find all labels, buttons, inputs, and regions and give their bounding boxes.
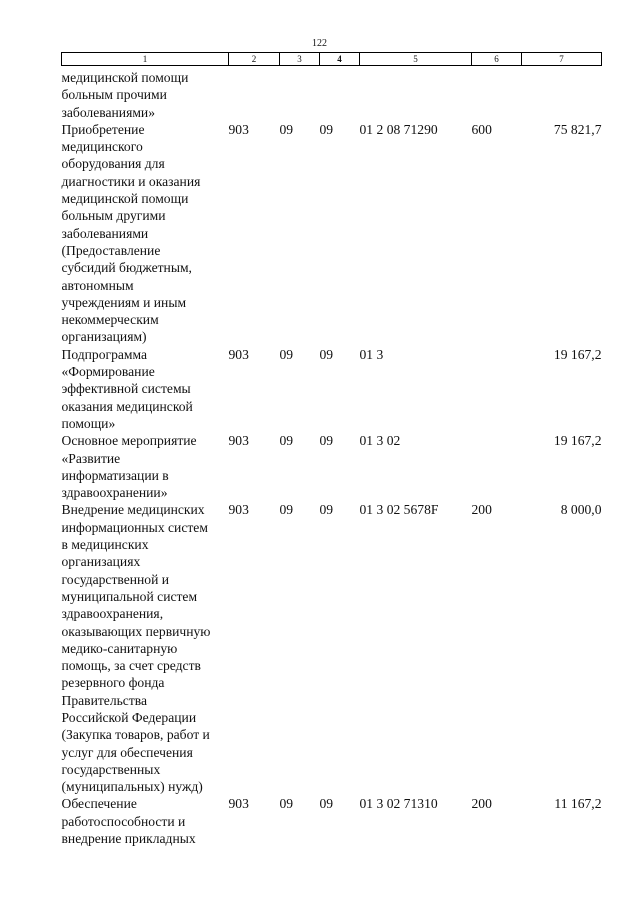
header-cell-7: 7 (522, 53, 602, 66)
table-row (62, 795, 602, 847)
table-header (62, 53, 602, 66)
row-expense-type: 600 (471, 121, 492, 137)
row-target-code: 01 3 02 5678F (359, 502, 439, 518)
row-amount: 11 167,2 (554, 796, 602, 812)
row-expense-type (472, 66, 522, 121)
row-section-code: 09 (279, 121, 294, 137)
row-target-code (360, 66, 472, 121)
row-amount: 19 167,2 (553, 346, 602, 362)
header-cell-1: 1 (62, 53, 229, 66)
table-row (62, 66, 602, 121)
row-expense-type: 200 (471, 796, 492, 812)
row-subsection-code: 09 (319, 796, 334, 812)
header-cell-3: 3 (280, 53, 320, 66)
page-number: 122 (312, 38, 327, 49)
row-target-code: 01 2 08 71290 (359, 121, 438, 137)
row-name: Основное мероприятие «Развитие информатизации в здравоохранении» (61, 433, 197, 501)
row-section-code: 09 (279, 433, 294, 449)
row-name: Внедрение медицинских информационных систем в медицинских организациях государственной и муниципальной систем здравоохранения, оказывающих первичную медико-санитарную помощь, за счет средств резервного фонда Правительства Российской Федерации (Закупка товаров, работ и услуг для обеспечения государственных (муниципальных) нужд) (61, 502, 211, 795)
row-section-code: 09 (279, 346, 294, 362)
row-target-code: 01 3 02 (359, 433, 401, 449)
row-ministry-code: 903 (228, 346, 249, 362)
row-expense-type (472, 346, 522, 432)
header-cell-4: 4 (320, 53, 360, 66)
row-section-code (280, 66, 320, 121)
table-row (62, 501, 602, 795)
table-row (62, 121, 602, 346)
row-section-code: 09 (279, 796, 294, 812)
header-cell-5: 5 (360, 53, 472, 66)
header-cell-2: 2 (229, 53, 280, 66)
row-ministry-code: 903 (228, 796, 249, 812)
row-subsection-code: 09 (319, 121, 334, 137)
row-subsection-code: 09 (319, 433, 334, 449)
table-row (62, 432, 602, 501)
table-body (62, 66, 602, 848)
row-expense-type: 200 (471, 502, 492, 518)
row-ministry-code: 903 (228, 433, 249, 449)
row-amount: 75 821,7 (553, 121, 602, 137)
row-amount (522, 66, 602, 121)
row-target-code: 01 3 (359, 346, 384, 362)
row-target-code: 01 3 02 71310 (359, 796, 438, 812)
budget-table (61, 52, 602, 847)
row-subsection-code: 09 (319, 502, 334, 518)
row-amount: 19 167,2 (553, 433, 602, 449)
row-subsection-code (320, 66, 360, 121)
row-name: Подпрограмма «Формирование эффективной системы оказания медицинской помощи» (61, 346, 193, 431)
row-name: Обеспечение работоспособности и внедрение прикладных (61, 796, 196, 847)
row-ministry-code (229, 66, 280, 121)
row-ministry-code: 903 (228, 121, 249, 137)
header-row (62, 53, 602, 66)
table-row (62, 346, 602, 432)
row-name: медицинской помощи больным прочими заболеваниями» (61, 70, 189, 120)
header-cell-6: 6 (472, 53, 522, 66)
row-amount: 8 000,0 (560, 502, 602, 518)
row-section-code: 09 (279, 502, 294, 518)
row-expense-type (472, 432, 522, 501)
row-subsection-code: 09 (319, 346, 334, 362)
row-ministry-code: 903 (228, 502, 249, 518)
row-name: Приобретение медицинского оборудования для диагностики и оказания медицинской помощи больным другими заболеваниями (Предоставление субсидий бюджетным, автономным учреждениям и иным некоммерческим организациям) (61, 121, 201, 345)
